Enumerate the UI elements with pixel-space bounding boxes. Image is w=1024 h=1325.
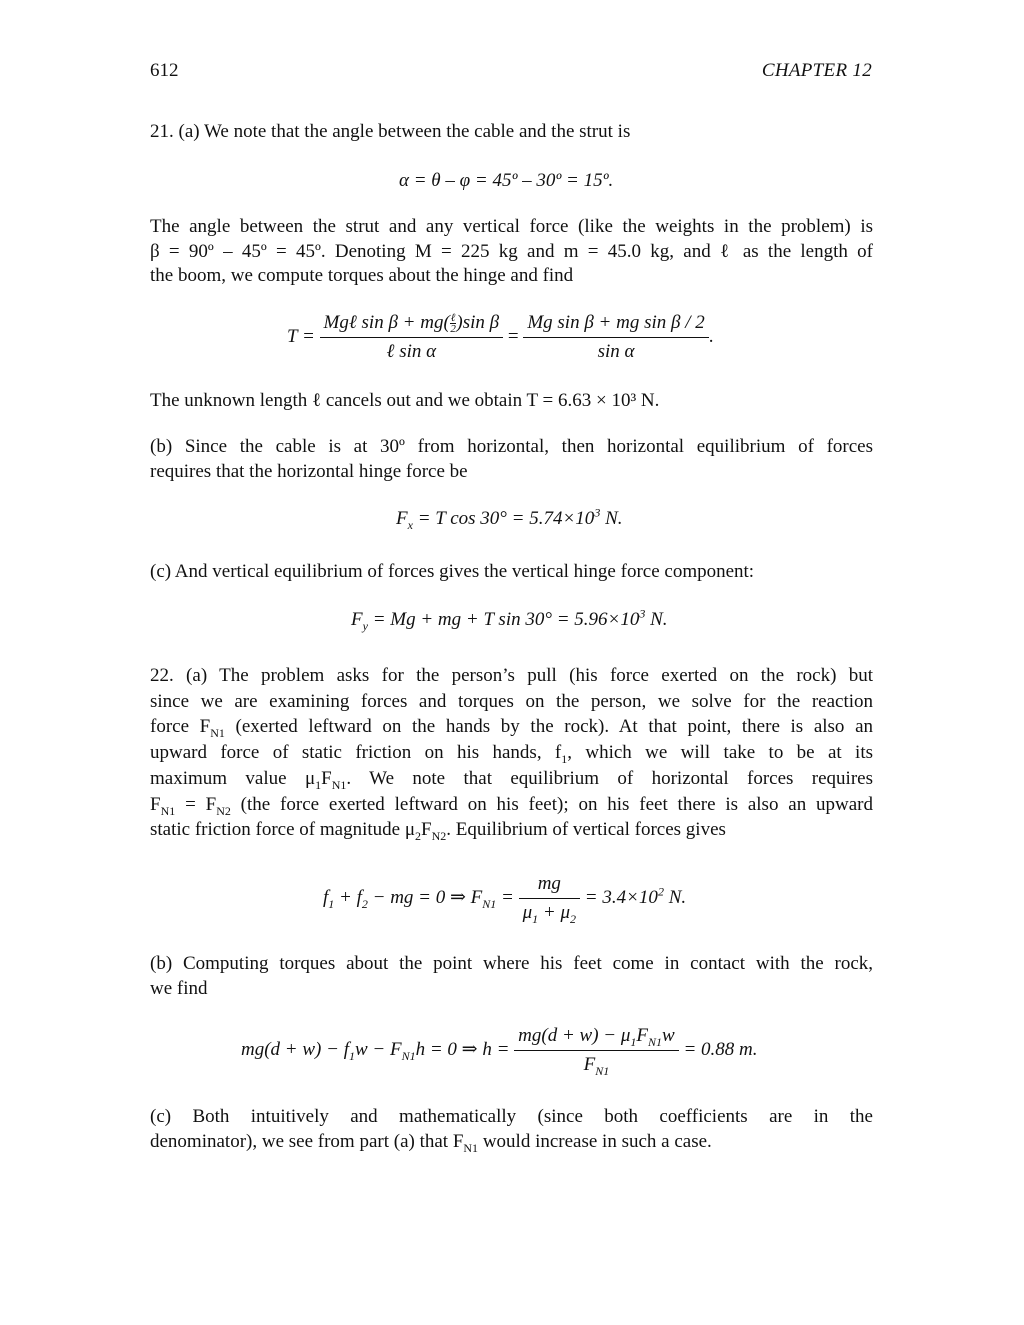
- chapter-heading: CHAPTER 12: [761, 60, 872, 81]
- eq-fn1-frac: $\frac{mg}{\mu_1 + \mu_2}$: [519, 873, 580, 924]
- p22-a-paragraph: 22. (a) The problem asks for the person’s pull (his force exerted on the rock) but since we are examining forces and torques on the person, we solve for the reaction force $F_{N1}$ (exerted leftward on the hands by the rock). At that point, there is also an upward force of static friction on his hands, $f_1$, which we will take to be at its maximum value $\mu_1F_{N1}$. We note that equilibrium of horizontal forces requires $F_{N1} = F_{N2}$ (the force exerted leftward on his feet); on his feet there is also an upward static friction force of magnitude $\mu_2F_{N2}$. Equilibrium of vertical forces gives: [150, 665, 873, 844]
- page-number: 612: [150, 60, 179, 81]
- p21-c-line: (c) And vertical equilibrium of forces gives the vertical hinge force component:: [150, 561, 755, 582]
- eq-fn1: $f_1 + f_2$ − mg = 0 ⇒ $F_{N1}$ = $\frac{mg}{\mu_1 + \mu_2}$ = $3.4\times 10^2$ N.: [323, 873, 687, 926]
- p22-c-paragraph: (c) Both intuitively and mathematically (since both coefficients are in the denominator), we see from part (a) that $F_{N1}$ would increase in such a case.: [150, 1106, 873, 1155]
- eq-alpha: α = θ – φ = 45º – 30º = 15º.: [399, 170, 614, 191]
- eq-height-frac: $\frac{mg(d + w) - \mu_1F_{N1}w}{F_{N1}}$: [514, 1025, 679, 1076]
- eq-tension-frac2: $\frac{\text{Mg sin β + mg sin β / 2}}{\text{sin α}}$: [523, 312, 708, 363]
- p21-unknown-length: The unknown length ℓ cancels out and we obtain T = 6.63 × 10³ N.: [150, 390, 660, 411]
- p21-b-paragraph: (b) Since the cable is at 30º from horizontal, then horizontal equilibrium of forces requires that the horizontal hinge force be: [150, 436, 873, 482]
- p22-b-paragraph: (b) Computing torques about the point where his feet come in contact with the rock, we find: [150, 953, 873, 999]
- eq-tension-frac1: Mgℓ sin β + mg( ℓ 2 )sin β ℓ sin α: [320, 312, 504, 363]
- p21-a-intro: 21. (a) We note that the angle between the cable and the strut is: [150, 121, 631, 142]
- eq-height: $mg(d + w) - f_1w - F_{N1}h = 0$ ⇒ h = $\frac{mg(d + w) - \mu_1F_{N1}w}{F_{N1}}$ = 0.88 m.: [241, 1025, 758, 1078]
- eq-fy: $F_y = Mg$ + mg + T $\sin 30^\circ = 5.96\times 10^3$ N.: [351, 606, 668, 633]
- eq-tension: T = Mgℓ sin β + mg( ℓ 2 )sin β ℓ sin α = $\frac{\text{Mg sin β + mg sin β / 2}}{\text{sin α}}$ .: [287, 312, 714, 363]
- eq-fx: $F_x = T$ $\cos 30^\circ = 5.74\times 10^3$ N.: [396, 505, 623, 532]
- eq-tension-lhs: T =: [287, 325, 315, 347]
- p21-beta-paragraph: The angle between the strut and any vertical force (like the weights in the problem) is β = 90º – 45º = 45º. Denoting M = 225 kg and m = 45.0 kg, and ℓ as the length of the boom, we compute torques about the hinge and find: [150, 216, 873, 286]
